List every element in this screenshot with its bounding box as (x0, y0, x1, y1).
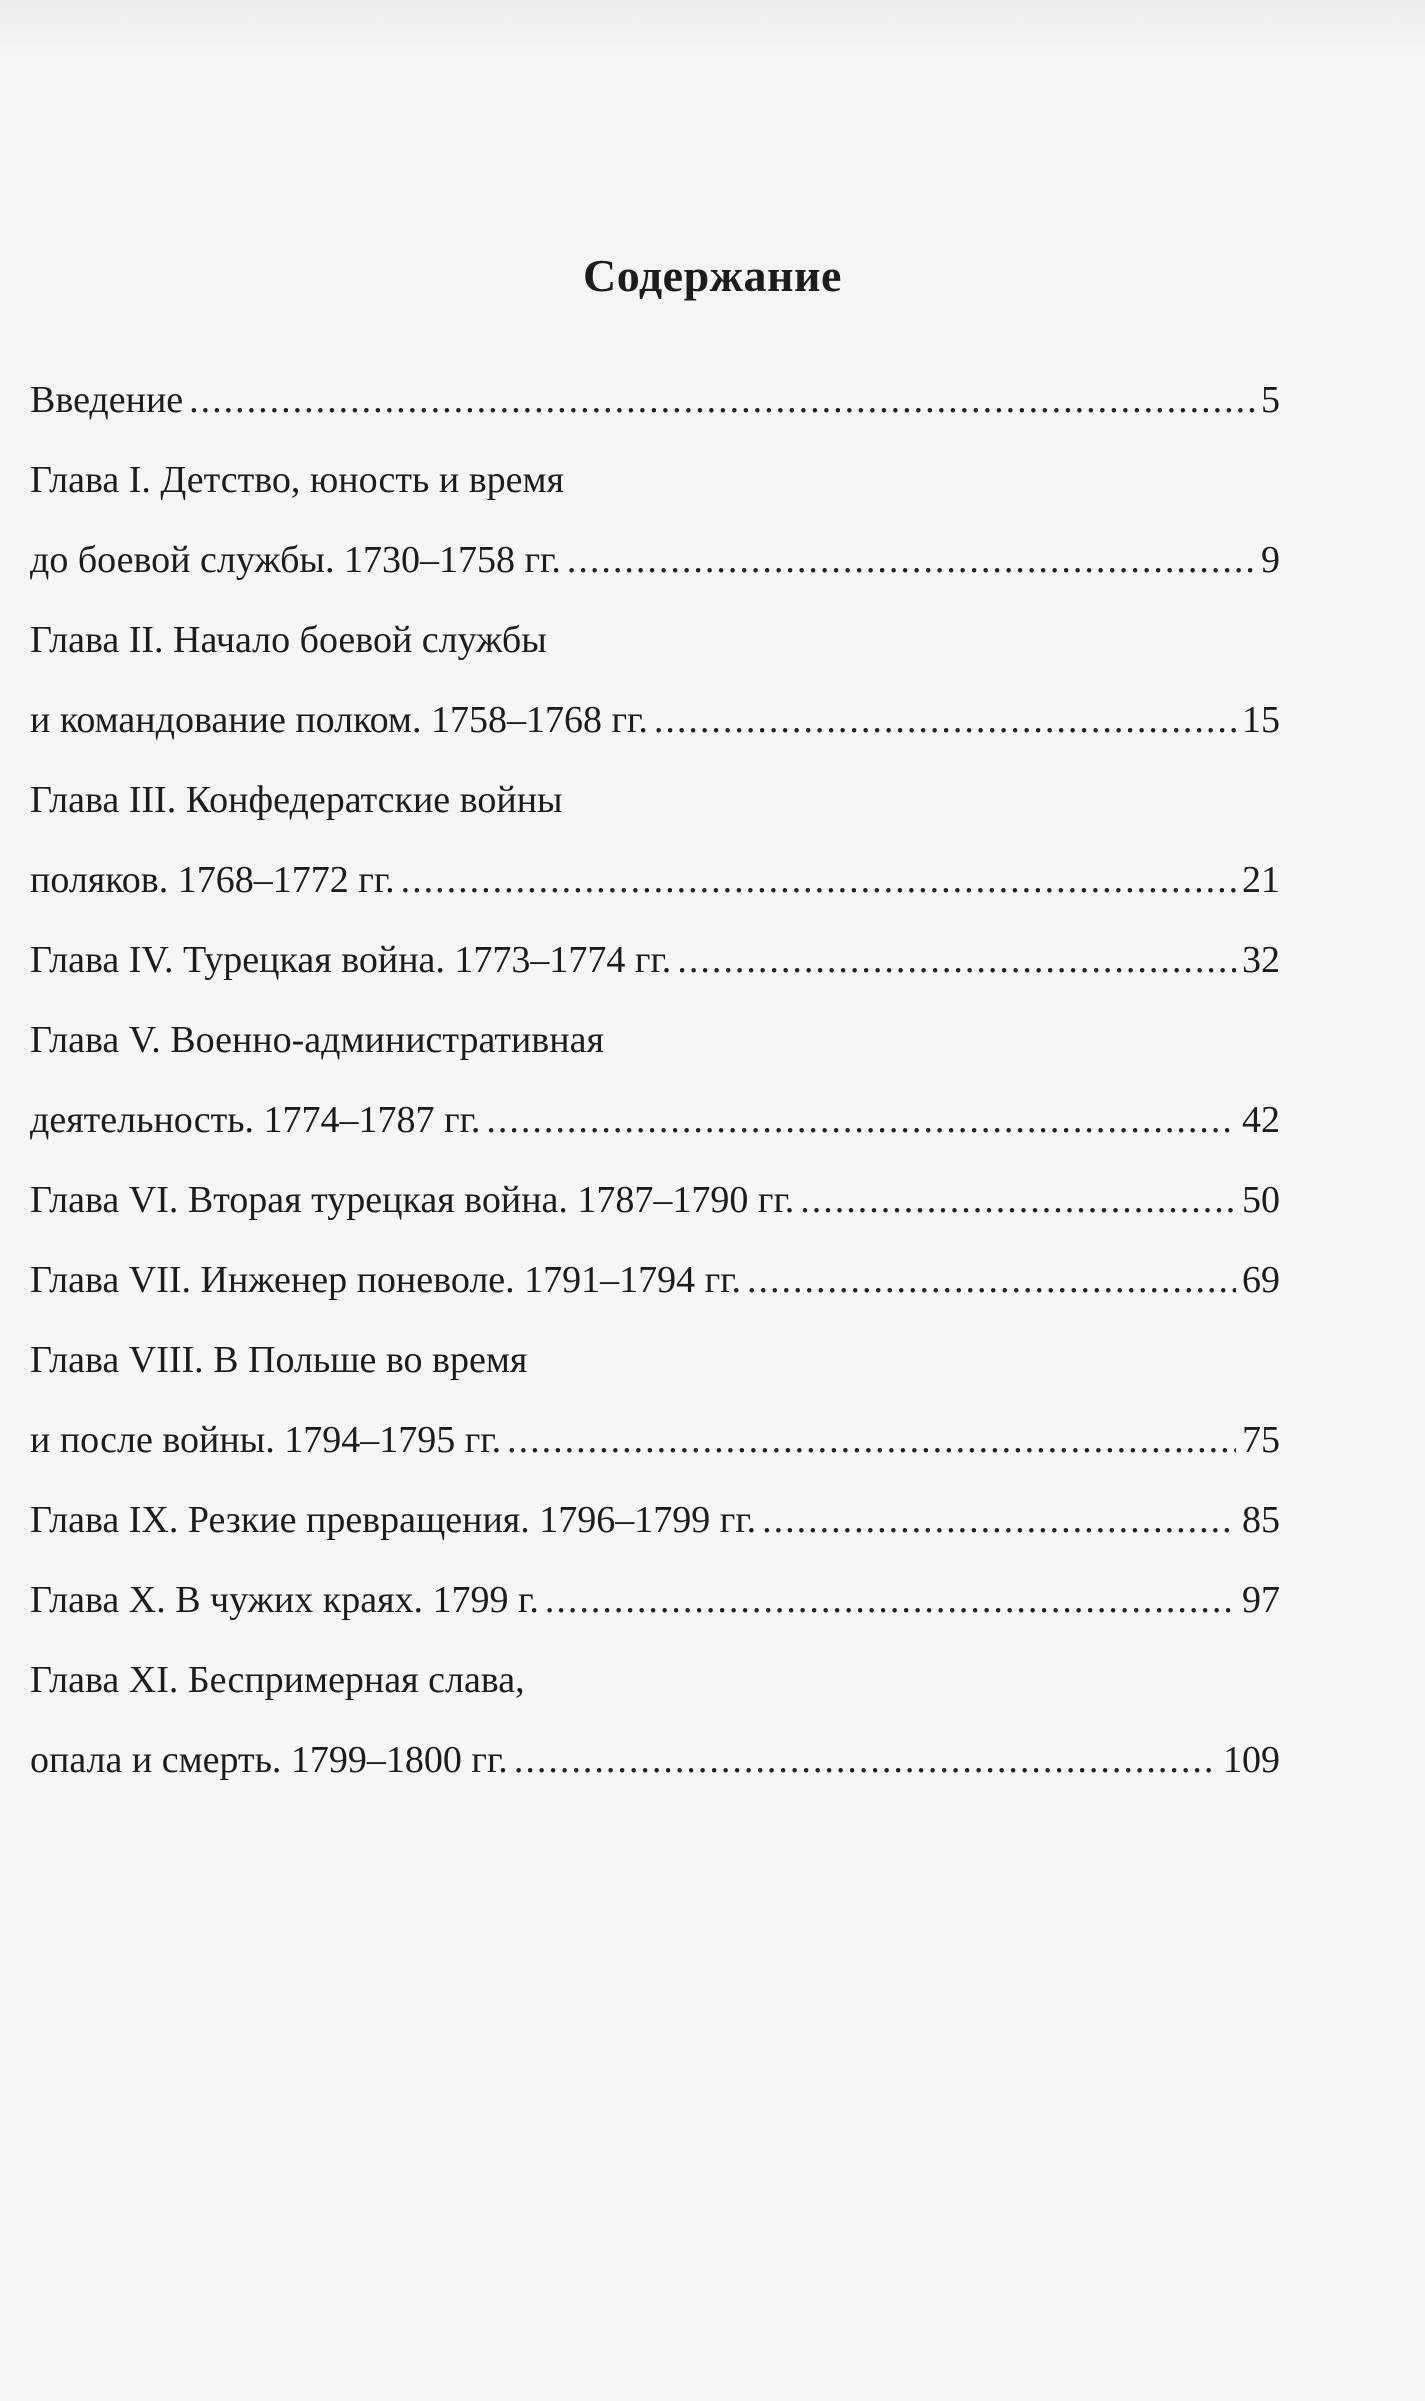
dot-leader (762, 1480, 1236, 1560)
toc-entry-text: Глава XI. Беспримерная слава, (30, 1659, 525, 1701)
toc-entry-last-line (30, 1480, 1280, 1560)
toc-entry-last-line (30, 360, 1280, 440)
toc-entry-last-line (30, 1400, 1280, 1480)
toc-entry (30, 1160, 1280, 1240)
toc-entry (30, 360, 1280, 440)
toc-entry (30, 1000, 1280, 1160)
toc-entry (30, 1560, 1280, 1640)
toc-entry-line (30, 600, 1280, 680)
toc-entry-last-line (30, 920, 1280, 1000)
toc-entry-last-line (30, 520, 1280, 600)
dot-leader (677, 920, 1236, 1000)
toc-entry-text: Глава X. В чужих краях. 1799 г. (30, 1579, 539, 1621)
toc-entry (30, 920, 1280, 1000)
toc-entry (30, 760, 1280, 920)
toc-page-number: 75 (1242, 1419, 1280, 1461)
table-of-contents (30, 360, 1280, 1800)
toc-page-number: 97 (1242, 1579, 1280, 1621)
dot-leader (747, 1240, 1236, 1320)
toc-entry-text: Введение (30, 379, 184, 421)
toc-entry-last-line (30, 1240, 1280, 1320)
toc-entry-text: Глава IV. Турецкая война. 1773–1774 гг. (30, 939, 672, 981)
toc-entry-text: Глава VII. Инженер поневоле. 1791–1794 гг. (30, 1259, 742, 1301)
toc-entry-last-line (30, 1160, 1280, 1240)
dot-leader (800, 1160, 1236, 1240)
toc-entry (30, 440, 1280, 600)
toc-entry-line (30, 1640, 1280, 1720)
toc-entry-line (30, 440, 1280, 520)
toc-entry-line (30, 1320, 1280, 1400)
toc-entry-text: опала и смерть. 1799–1800 гг. (30, 1739, 508, 1781)
toc-page-number: 32 (1242, 939, 1280, 981)
toc-entry-text: Глава III. Конфедератские войны (30, 779, 563, 821)
toc-entry-line (30, 1000, 1280, 1080)
toc-page-number: 50 (1242, 1179, 1280, 1221)
toc-entry-text: Глава I. Детство, юность и время (30, 459, 565, 501)
toc-page-number: 109 (1223, 1739, 1280, 1781)
toc-entry-text: до боевой службы. 1730–1758 гг. (30, 539, 561, 581)
toc-entry-line (30, 760, 1280, 840)
dot-leader (486, 1080, 1236, 1160)
dot-leader (514, 1720, 1217, 1800)
toc-entry-last-line (30, 680, 1280, 760)
toc-entry-text: Глава IX. Резкие превращения. 1796–1799 гг. (30, 1499, 757, 1541)
dot-leader (507, 1400, 1236, 1480)
toc-page-number: 21 (1242, 859, 1280, 901)
toc-entry-text: поляков. 1768–1772 гг. (30, 859, 395, 901)
toc-entry (30, 1240, 1280, 1320)
toc-entry-text: деятельность. 1774–1787 гг. (30, 1099, 481, 1141)
toc-entry-text: Глава II. Начало боевой службы (30, 619, 547, 661)
toc-entry-last-line (30, 1560, 1280, 1640)
toc-entry-text: Глава VI. Вторая турецкая война. 1787–1790 гг. (30, 1179, 795, 1221)
toc-page-number: 69 (1242, 1259, 1280, 1301)
toc-page-number: 15 (1242, 699, 1280, 741)
toc-entry-last-line (30, 1080, 1280, 1160)
dot-leader (654, 680, 1236, 760)
toc-entry-text: и командование полком. 1758–1768 гг. (30, 699, 648, 741)
toc-entry (30, 1320, 1280, 1480)
toc-entry-text: и после войны. 1794–1795 гг. (30, 1419, 502, 1461)
toc-entry (30, 600, 1280, 760)
toc-entry (30, 1640, 1280, 1800)
page-title: Содержание (583, 249, 842, 301)
toc-entry (30, 1480, 1280, 1560)
toc-page-number: 42 (1242, 1099, 1280, 1141)
toc-entry-text: Глава VIII. В Польше во время (30, 1339, 528, 1381)
toc-page-number: 85 (1242, 1499, 1280, 1541)
toc-entry-last-line (30, 840, 1280, 920)
dot-leader (401, 840, 1236, 920)
toc-page-number: 9 (1261, 539, 1280, 581)
dot-leader (567, 520, 1255, 600)
toc-entry-text: Глава V. Военно-административная (30, 1019, 604, 1061)
dot-leader (189, 360, 1255, 440)
toc-entry-last-line (30, 1720, 1280, 1800)
toc-page-number: 5 (1261, 379, 1280, 421)
dot-leader (545, 1560, 1236, 1640)
